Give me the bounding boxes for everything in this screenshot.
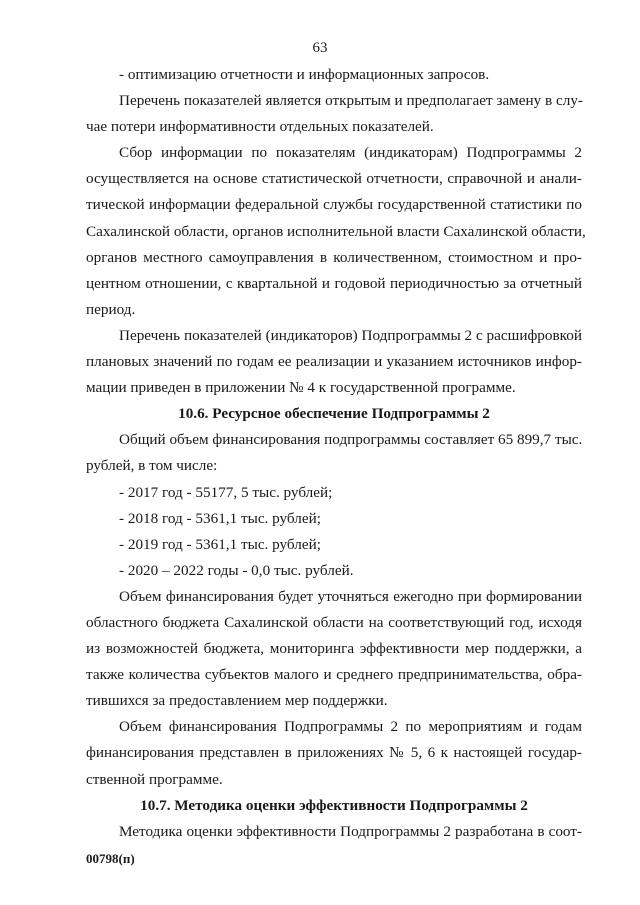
funding-item-2018: - 2018 год - 5361,1 тыс. рублей; [119, 509, 321, 527]
section-heading-evaluation-method: 10.7. Методика оценки эффективности Подпрограммы 2 [140, 796, 528, 814]
text-line: осуществляется на основе статистической отчетности, справочной и анали- [86, 170, 582, 188]
text-line: также количества субъектов малого и среднего предпринимательства, обра- [86, 666, 582, 684]
document-body [86, 62, 586, 845]
paragraph-evaluation-method [86, 819, 582, 845]
paragraph-funding-appendices [86, 714, 582, 792]
paragraph-total-funding [86, 427, 582, 479]
text-line: чае потери информативности отдельных показателей. [86, 118, 434, 136]
paragraph-data-collection [86, 140, 586, 323]
text-line: Объем финансирования Подпрограммы 2 по мероприятиям и годам [119, 718, 582, 736]
text-line: органов местного самоуправления в количественном, стоимостном и про- [86, 248, 582, 266]
text-line: Сбор информации по показателям (индикаторам) Подпрограммы 2 [119, 144, 582, 162]
text-line: - оптимизацию отчетности и информационных запросов. [119, 66, 490, 83]
page-number: 63 [312, 40, 328, 56]
text-line: финансирования представлен в приложениях № 5, 6 к настоящей государ- [86, 744, 582, 762]
document-code: 00798(п) [86, 851, 135, 866]
text-line: тившихся за предоставлением мер поддержки. [86, 692, 388, 710]
text-line: тической информации федеральной службы государственной статистики по [86, 196, 582, 214]
text-line: Методика оценки эффективности Подпрограммы 2 разработана в соот- [119, 822, 582, 840]
section-heading-resource-provision: 10.6. Ресурсное обеспечение Подпрограммы 2 [178, 405, 490, 423]
paragraph-funding-adjustment [86, 584, 582, 714]
text-line: ственной программе. [86, 770, 223, 788]
funding-item-2017: - 2017 год - 55177, 5 тыс. рублей; [119, 483, 333, 501]
paragraph-indicators-appendix [86, 323, 582, 401]
text-line: центном отношении, с квартальной и годовой периодичностью за отчетный [86, 274, 582, 292]
text-line: рублей, в том числе: [86, 457, 218, 475]
text-line: период. [86, 300, 136, 318]
text-line: Объем финансирования будет уточняться ежегодно при формировании [119, 587, 582, 605]
funding-item-2019: - 2019 год - 5361,1 тыс. рублей; [119, 535, 321, 553]
text-line: Перечень показателей является открытым и предполагает замену в слу- [119, 92, 583, 110]
paragraph-reporting-optimization [86, 62, 582, 88]
text-line: из возможностей бюджета, мониторинга эффективности мер поддержки, а [86, 640, 582, 658]
text-line: Сахалинской области, органов исполнительной власти Сахалинской области, [86, 222, 586, 240]
text-line: мации приведен в приложении № 4 к государственной программе. [86, 379, 516, 397]
text-line: Общий объем финансирования подпрограммы составляет 65 899,7 тыс. [119, 431, 583, 449]
text-line: плановых значений по годам ее реализации и указанием источников инфор- [86, 353, 582, 371]
text-line: областного бюджета Сахалинской области на соответствующий год, исходя [86, 613, 582, 631]
funding-item-2020-2022: - 2020 – 2022 годы - 0,0 тыс. рублей. [119, 561, 354, 579]
text-line: Перечень показателей (индикаторов) Подпрограммы 2 с расшифровкой [119, 326, 582, 344]
paragraph-indicators-list [86, 88, 582, 140]
